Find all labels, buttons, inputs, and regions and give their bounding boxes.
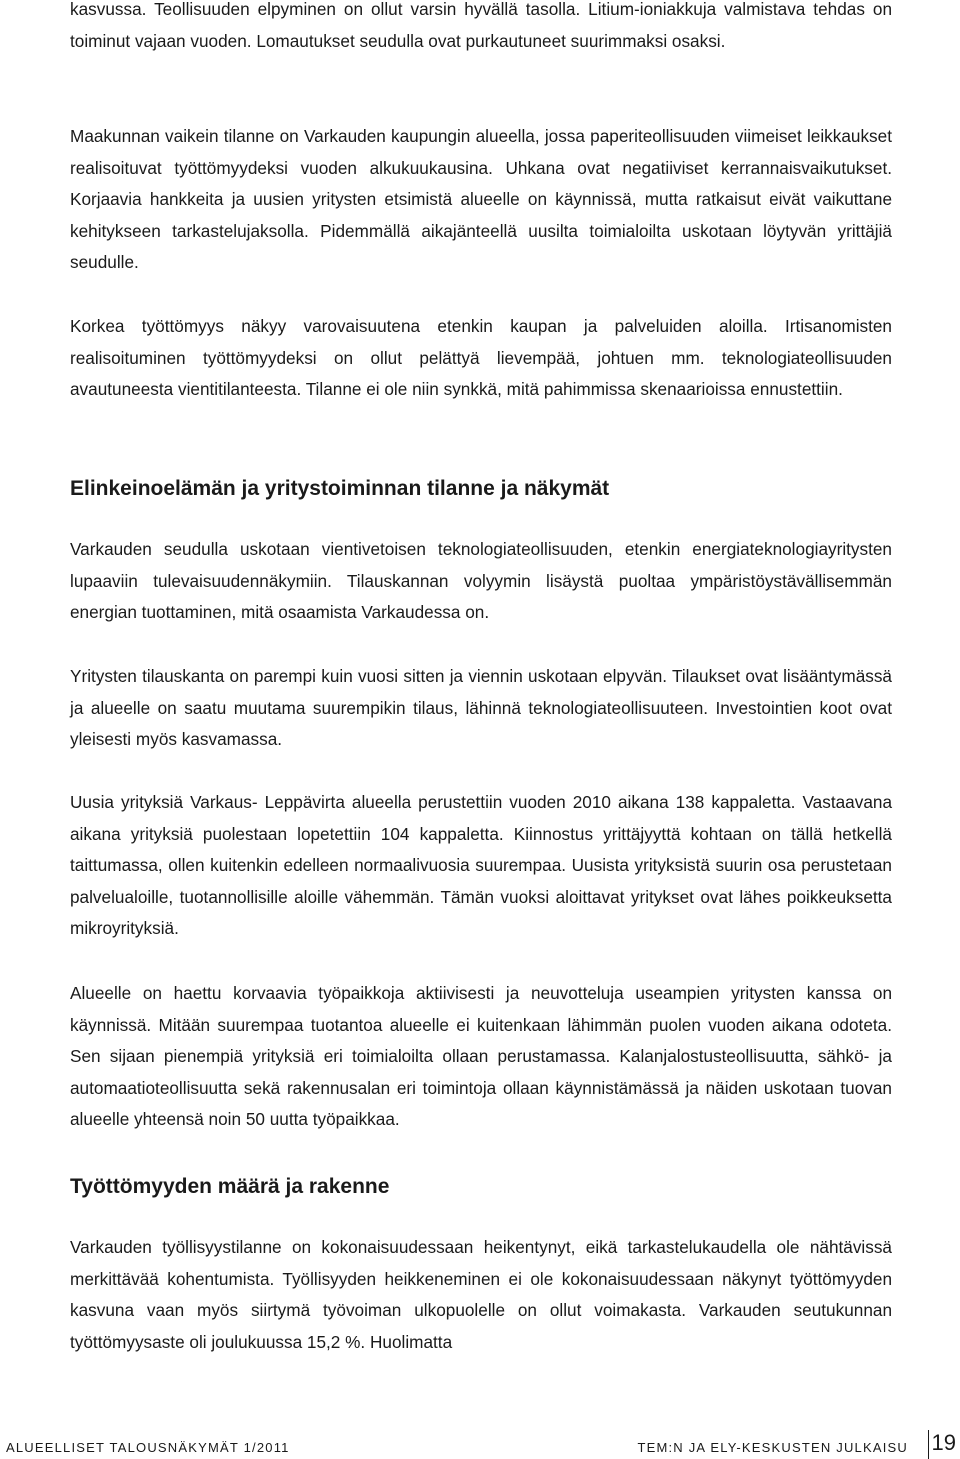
- footer-publisher: TEM:N JA ELY-KESKUSTEN JULKAISU: [637, 1440, 908, 1455]
- paragraph-4: Varkauden seudulla uskotaan vientivetoisen teknologiateollisuuden, etenkin energiateknologiayritysten lupaaviin tulevaisuudennäkymiin. Tilauskannan volyymin lisäystä puoltaa ympäristöystävällisemmän energian tuottaminen, mitä osaamista Varkaudessa on.: [70, 539, 892, 622]
- paragraph-3: Korkea työttömyys näkyy varovaisuutena etenkin kaupan ja palveluiden aloilla. Irtisanomisten realisoituminen työttömyydeksi on ollut pelättyä lievempää, johtuen mm. teknologiateollisuuden avautuneesta vientitilanteesta. Tilanne ei ole niin synkkä, mitä pahimmissa skenaarioissa ennustettiin.: [70, 316, 892, 399]
- paragraph-2: Maakunnan vaikein tilanne on Varkauden kaupungin alueella, jossa paperiteollisuuden viimeiset leikkaukset realisoituvat työttömyydeksi vuoden alkukuukausina. Uhkana ovat negatiiviset kerrannaisvaikutukset. Korjaavia hankkeita ja uusien yritysten etsimistä alueelle on käynnissä, mutta ratkaisut eivät vaikuttane kehitykseen tarkastelujaksolla. Pidemmällä aikajänteellä uusilta toimialoilta uskotaan löytyvän yrittäjiä seudulle.: [70, 126, 892, 272]
- page-number: 19: [931, 1430, 956, 1455]
- paragraph-7: Alueelle on haettu korvaavia työpaikkoja aktiivisesti ja neuvotteluja useampien yritysten kanssa on käynnissä. Mitään suurempaa tuotantoa alueelle ei kuitenkaan lähimmän puolen vuoden aikana odoteta. Sen sijaan pienempiä yrityksiä eri toimialoilta ollaan perustamassa. Kalanjalostusteollisuutta, sähkö- ja automaatioteollisuutta sekä rakennusalan eri toimintoja ollaan käynnistämässä ja näiden uskotaan tuovan alueelle yhteensä noin 50 uutta työpaikkaa.: [70, 983, 892, 1129]
- section-heading-unemployment: Työttömyyden määrä ja rakenne: [70, 1175, 390, 1198]
- paragraph-5: Yritysten tilauskanta on parempi kuin vuosi sitten ja viennin uskotaan elpyvän. Tilaukset ovat lisääntymässä ja alueelle on saatu muutama suurempikin tilaus, lähinnä teknologiateollisuuteen. Investointien koot ovat yleisesti myös kasvamassa.: [70, 666, 892, 749]
- page-footer: [0, 1430, 960, 1459]
- paragraph-1: kasvussa. Teollisuuden elpyminen on ollut varsin hyvällä tasolla. Litium-ioniakkuja valmistava tehdas on toiminut vajaan vuoden. Lomautukset seudulla ovat purkautuneet suurimmaksi osaksi.: [70, 0, 892, 51]
- footer-publication-title: ALUEELLISET TALOUSNÄKYMÄT 1/2011: [6, 1440, 290, 1455]
- paragraph-6: Uusia yrityksiä Varkaus- Leppävirta alueella perustettiin vuoden 2010 aikana 138 kappaletta. Vastaavana aikana yrityksiä puolestaan lopetettiin 104 kappaletta. Kiinnostus yrittäjyyttä kohtaan on tällä hetkellä taittumassa, ollen kuitenkin edelleen normaalivuosia suurempaa. Uusista yrityksistä suurin osa perustetaan palvelualoille, tuotannollisille aloille vähemmän. Tämän vuoksi aloittavat yritykset ovat lähes poikkeuksetta mikroyrityksiä.: [70, 792, 892, 938]
- section-heading-business: Elinkeinoelämän ja yritystoiminnan tilanne ja näkymät: [70, 477, 610, 500]
- paragraph-8: Varkauden työllisyystilanne on kokonaisuudessaan heikentynyt, eikä tarkastelukaudella ole nähtävissä merkittävää kohentumista. Työllisyyden heikkeneminen ei ole kokonaisuudessaan näkynyt työttömyyden kasvuna vaan myös siirtymä työvoiman ulkopuolelle on ollut voimakasta. Varkauden seutukunnan työttömyysaste oli joulukuussa 15,2 %. Huolimatta: [70, 1237, 892, 1352]
- footer-divider: [928, 1430, 929, 1459]
